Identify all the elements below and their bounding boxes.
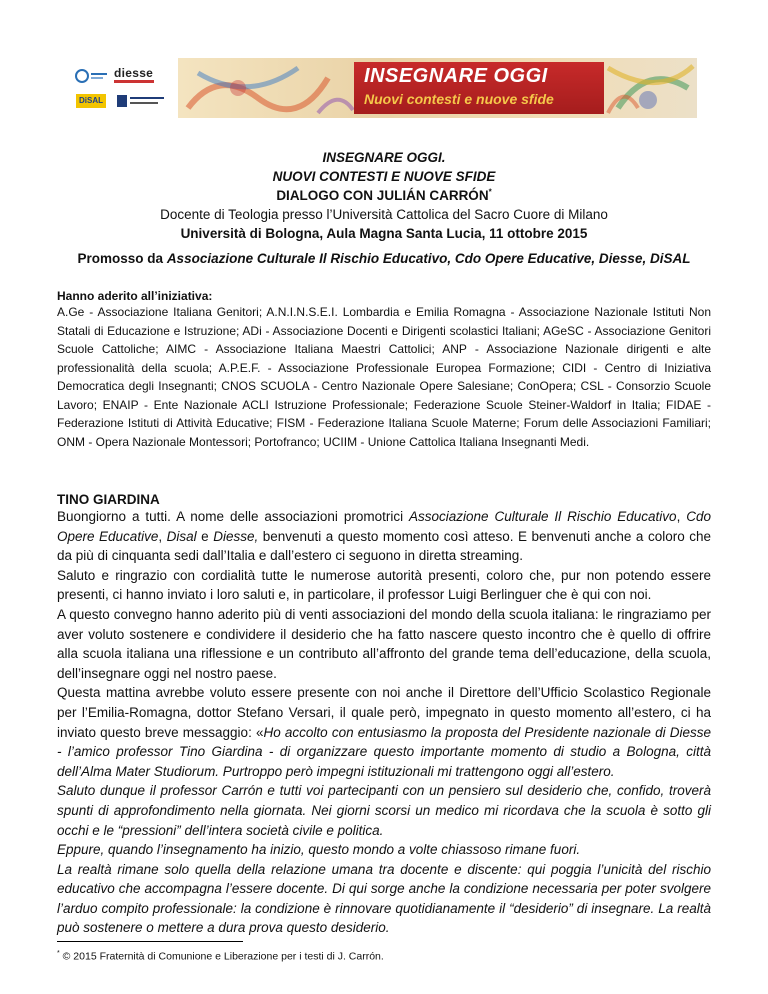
cdo-logo-icon: [74, 68, 110, 84]
header-banner: [70, 58, 697, 118]
speaker-affiliation: Docente di Teologia presso l’Università Cattolica del Sacro Cuore di Milano: [160, 207, 608, 222]
p1-org-diesse: Diesse,: [213, 528, 259, 544]
p1-sep-1: ,: [676, 509, 687, 524]
doc-title-line3: [57, 186, 711, 205]
sponsor-logos: [70, 58, 178, 118]
promoters-line: [57, 251, 711, 266]
adhesion-title: Hanno aderito all’iniziativa:: [57, 289, 213, 303]
promoters-prefix: Promosso da: [77, 251, 167, 266]
speech-paragraph-3: A questo convegno hanno aderito più di venti associazioni del mondo della scuola italiana: le ringraziamo per aver voluto sostenere e condividere il desiderio che ha fatto nascere questo incontro che è quello di offrire alla scuola italiana una riflessione e un contributo all’affronto del grande tema dell’educazione, della scuola, dell’insegnare oggi nel nostro paese.: [57, 606, 711, 681]
rischio-educativo-logo-icon: [116, 92, 166, 110]
p1-text-b: benvenuti a questo momento così atteso. E benvenuti anche a coloro che da più di cinquanta sedi dall’Italia e dall’estero ci seguono in diretta streaming.: [57, 528, 712, 564]
banner-title: INSEGNARE OGGI: [364, 65, 548, 87]
p1-sep-3: e: [196, 528, 214, 544]
diesse-logo-underline: [114, 80, 154, 83]
adhesion-section: [57, 289, 711, 451]
p1-org-cdo: Cdo Opere Educative: [57, 509, 711, 544]
speech-paragraph-1: [57, 507, 711, 566]
dialogue-title: DIALOGO CON JULIÁN CARRÓN: [276, 188, 489, 203]
banner-title-box: [354, 62, 604, 114]
promoters-orgs: Associazione Culturale Il Rischio Educativo, Cdo Opere Educative, Diesse, DiSAL: [166, 251, 691, 266]
document-header: [57, 148, 711, 243]
footnote-text: © 2015 Fraternità di Comunione e Liberazione per i testi di J. Carrón.: [59, 950, 384, 963]
speech-paragraph-2: Saluto e ringrazio con cordialità tutte le numerose autorità presenti, coloro che, pur non potendo essere presenti, ci hanno inviato i loro saluti e, in particolare, il professor Luigi Berlinguer che è qui con noi.: [57, 567, 711, 603]
speech-section: [57, 492, 711, 938]
event-location-date: Università di Bologna, Aula Magna Santa Lucia, 11 ottobre 2015: [180, 226, 588, 241]
painting-background: [178, 58, 697, 118]
banner-subtitle: Nuovi contesti e nuove sfide: [364, 91, 554, 107]
disal-logo: DiSAL: [76, 94, 106, 108]
doc-title-line2: NUOVI CONTESTI E NUOVE SFIDE: [272, 169, 496, 184]
footnote: [57, 950, 384, 963]
doc-title-line1: INSEGNARE OGGI.: [322, 150, 446, 165]
footnote-reference[interactable]: *: [488, 187, 492, 197]
footnote-divider: [57, 941, 243, 942]
diesse-logo: diesse: [114, 66, 154, 80]
p4-text: Questa mattina avrebbe voluto essere presente con noi anche il Direttore dell’Ufficio Scolastico Regionale per l’Emilia-Romagna, dottor Stefano Versari, il quale però, impegnato in questo momento all’estero, ci ha inviato questo breve messaggio: «: [57, 685, 711, 740]
speech-paragraph-7: La realtà rimane solo quella della relazione umana tra docente e discente: qui poggia l’unicità del rischio educativo che accompagna l’essere docente. Di qui sorge anche la condizione necessaria per poter svolgere l’arduo compito professionale: la condizione è rinnovare quotidianamente il “desiderio” di insegnare. La realtà può sostenere o mettere a dura prova questo desiderio.: [57, 861, 711, 936]
p1-text-a: Buongiorno a tutti. A nome delle associazioni promotrici: [57, 509, 410, 524]
footnote-mark: *: [57, 950, 60, 957]
adhesion-list: A.Ge - Associazione Italiana Genitori; A.N.I.N.S.E.I. Lombardia e Emilia Romagna - Associazione Nazionale Istituti Non Statali di Educazione e Istruzione; ADi - Associazione Docenti e Dirigenti scolastici Italiani; AGeSC - Associazione Genitori Scuole Cattoliche; AIMC - Associazione Italiana Maestri Cattolici; ANP - Associazione Nazionale dirigenti e alte professionalità della scuola; A.P.E.F. - Associazione Professionale Europea Formazione; CIDI - Centro di Iniziativa Democratica degli Insegnanti; CNOS SCUOLA - Centro Nazionale Opere Salesiane; ConOpera; CSL - Consorzio Scuole Lavoro; ENAIP - Ente Nazionale ACLI Istruzione Professionale; Federazione Scuole Steiner-Waldorf in Italia; FIDAE - Federazione Istituti di Attività Educative; FISM - Federazione Italiana Scuole Materne; Forum delle Associazioni Familiari; ONM - Opera Nazionale Montessori; Portofranco; UCIIM - Unione Cattolica Italiana Insegnanti Medi.: [57, 305, 711, 449]
p1-org-disal: Disal: [166, 528, 197, 544]
speaker-name: TINO GIARDINA: [57, 492, 160, 507]
speech-paragraph-4: [57, 683, 711, 781]
p4-quote: Ho accolto con entusiasmo la proposta del Presidente nazionale di Diesse - l’amico professor Tino Giardina - di organizzare questo importante momento di studio a Bologna, città dell’Alma Mater Studiorum. Purtroppo però impegni istituzionali mi trattengono oggi all’estero.: [57, 724, 712, 779]
speech-paragraph-5: Saluto dunque il professor Carrón e tutti voi partecipanti con un pensiero sul desiderio che, confido, troverà spunti di approfondimento nella giornata. Nei giorni scorsi un medico mi ricordava che la scuola è sotto gli occhi e le “pressioni” dell’intera società civile e politica.: [57, 783, 711, 838]
p1-org-rischio: Associazione Culturale Il Rischio Educativo: [409, 509, 677, 524]
p1-sep-2: ,: [158, 528, 167, 544]
speech-paragraph-6: Eppure, quando l’insegnamento ha inizio, questo mondo a volte chiassoso rimane fuori.: [57, 842, 581, 858]
